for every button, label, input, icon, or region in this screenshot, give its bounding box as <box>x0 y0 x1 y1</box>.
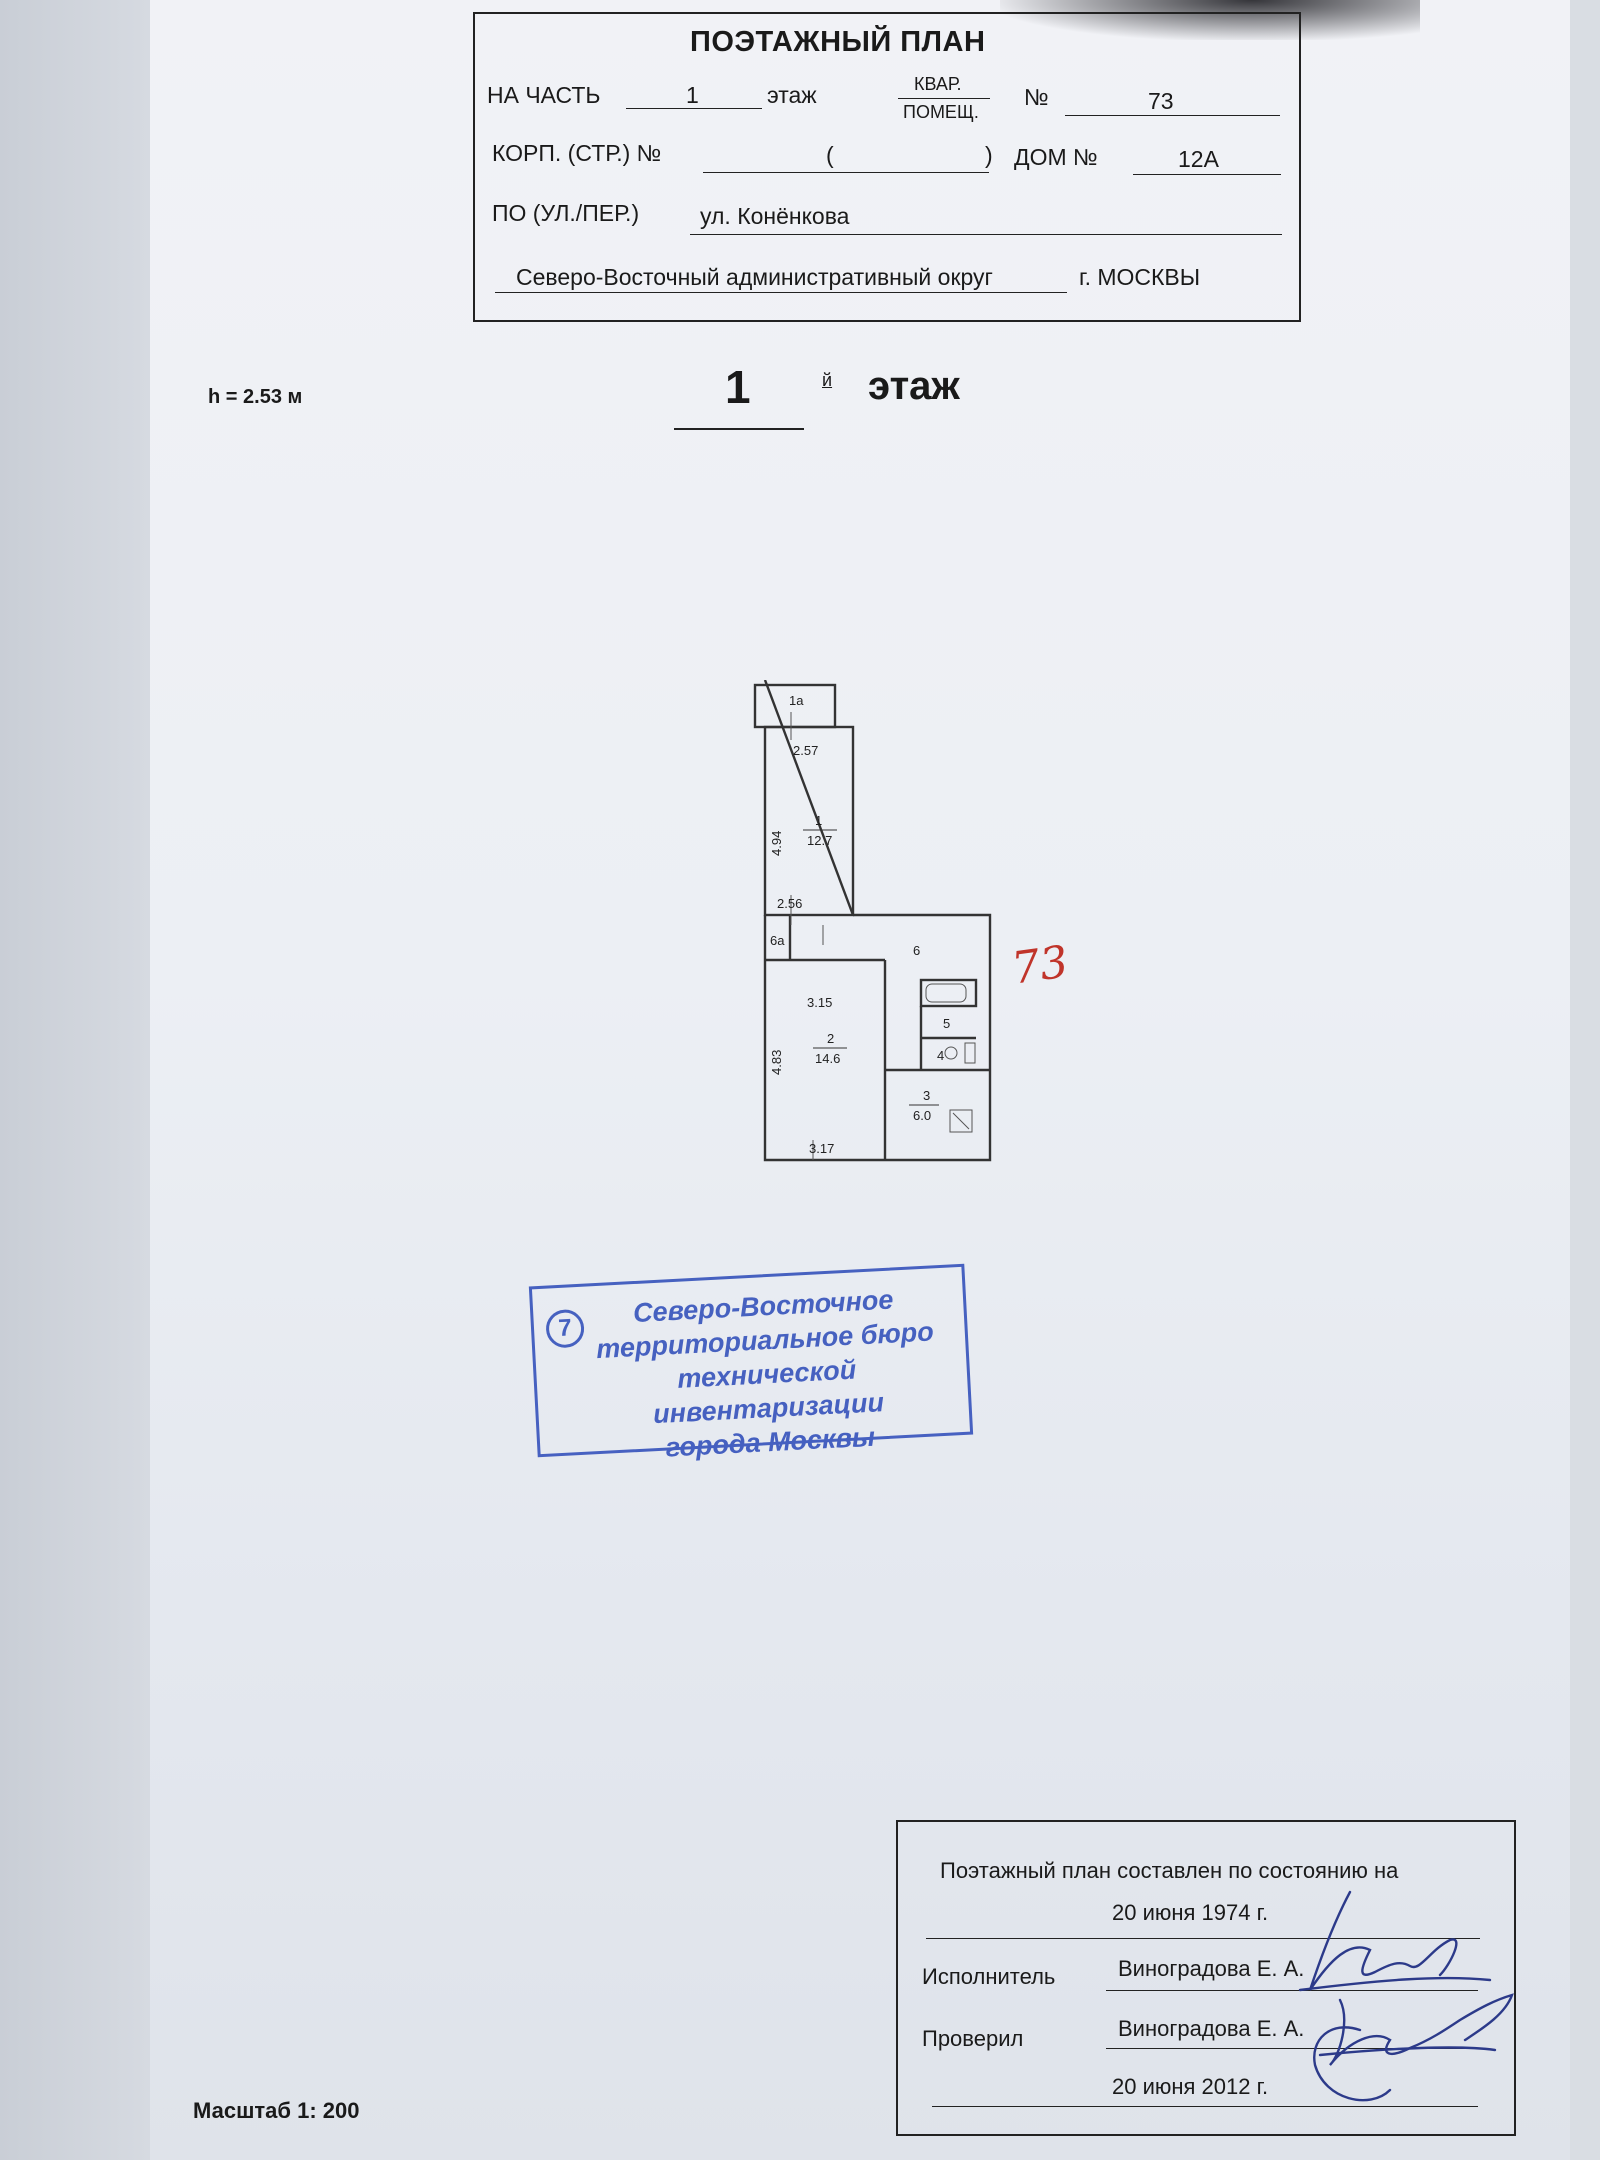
room-5-label: 5 <box>943 1016 951 1031</box>
dim-483: 4.83 <box>769 1049 784 1075</box>
ceiling-height: h = 2.53 м <box>208 386 303 408</box>
room-1a-label: 1а <box>789 693 804 708</box>
apartment-underline <box>1065 115 1280 116</box>
korp-underline <box>703 172 989 173</box>
scale-label: Масштаб 1: 200 <box>193 2098 360 2123</box>
room-4-label: 4 <box>937 1048 945 1063</box>
plan-details <box>791 712 975 1160</box>
floor-number-underline <box>674 428 804 430</box>
floor-word-header: этаж <box>767 82 817 108</box>
checked-date: 20 июня 2012 г. <box>1112 2074 1269 2099</box>
room-2-label: 2 <box>827 1031 835 1046</box>
room-3-area: 6.0 <box>913 1108 932 1123</box>
dim-315: 3.15 <box>807 995 833 1010</box>
street-label: ПО (УЛ./ПЕР.) <box>492 200 640 226</box>
pomesch-label: ПОМЕЩ. <box>903 102 979 122</box>
signature-drawing <box>1240 1880 1540 2120</box>
room-3-label: 3 <box>923 1088 931 1103</box>
street-value: ул. Конёнкова <box>700 203 850 229</box>
district-underline <box>495 292 1067 293</box>
checked-name: Виноградова Е. А. <box>1118 2016 1305 2041</box>
number-sign: № <box>1024 84 1049 110</box>
part-label: НА ЧАСТЬ <box>487 82 601 108</box>
dim-257: 2.57 <box>793 743 819 758</box>
apartment-handwritten-mark: 73 <box>1008 936 1072 995</box>
korp-open: ( <box>826 142 834 168</box>
room-1-area: 12.7 <box>807 833 833 848</box>
street-underline <box>690 234 1282 235</box>
dim-256: 2.56 <box>777 896 803 911</box>
house-value: 12А <box>1178 146 1219 172</box>
dim-317: 3.17 <box>809 1141 835 1156</box>
city-value: г. МОСКВЫ <box>1079 264 1201 290</box>
kvar-fraction-line <box>898 98 990 99</box>
bti-stamp <box>529 1264 973 1463</box>
room-6a-label: 6а <box>770 933 785 948</box>
room-1-label: 1 <box>815 813 823 828</box>
compiled-date: 20 июня 1974 г. <box>1112 1900 1269 1925</box>
kvar-label: КВАР. <box>914 74 962 94</box>
stamp-line-2: территориальное бюро <box>595 1316 935 1365</box>
document-title: ПОЭТАЖНЫЙ ПЛАН <box>690 26 986 58</box>
floor-suffix: й <box>822 370 833 390</box>
korp-close: ) <box>985 142 993 168</box>
district-value: Северо-Восточный административный округ <box>516 264 993 290</box>
part-value: 1 <box>686 82 699 108</box>
stamp-line-3: технической инвентаризации <box>652 1354 885 1430</box>
korp-label: КОРП. (СТР.) № <box>492 140 662 166</box>
floor-number: 1 <box>725 361 751 413</box>
apartment-value: 73 <box>1148 88 1174 114</box>
stamp-line-1: Северо-Восточное <box>632 1284 895 1329</box>
checked-label: Проверил <box>922 2026 1024 2051</box>
room-6-label: 6 <box>913 943 921 958</box>
room-2-area: 14.6 <box>815 1051 841 1066</box>
floor-word: этаж <box>868 364 960 408</box>
plan-walls <box>755 680 990 1160</box>
dim-494: 4.94 <box>769 830 784 856</box>
background-left <box>0 0 150 2160</box>
stamp-number: 7 <box>545 1309 585 1349</box>
house-label: ДОМ № <box>1014 144 1098 170</box>
stamp-line-4: города Москвы <box>664 1421 876 1463</box>
compiled-label: Поэтажный план составлен по состоянию на <box>940 1858 1399 1883</box>
executor-label: Исполнитель <box>922 1964 1056 1989</box>
executor-name: Виноградова Е. А. <box>1118 1956 1305 1981</box>
floor-plan <box>745 680 1005 1180</box>
house-underline <box>1133 174 1281 175</box>
